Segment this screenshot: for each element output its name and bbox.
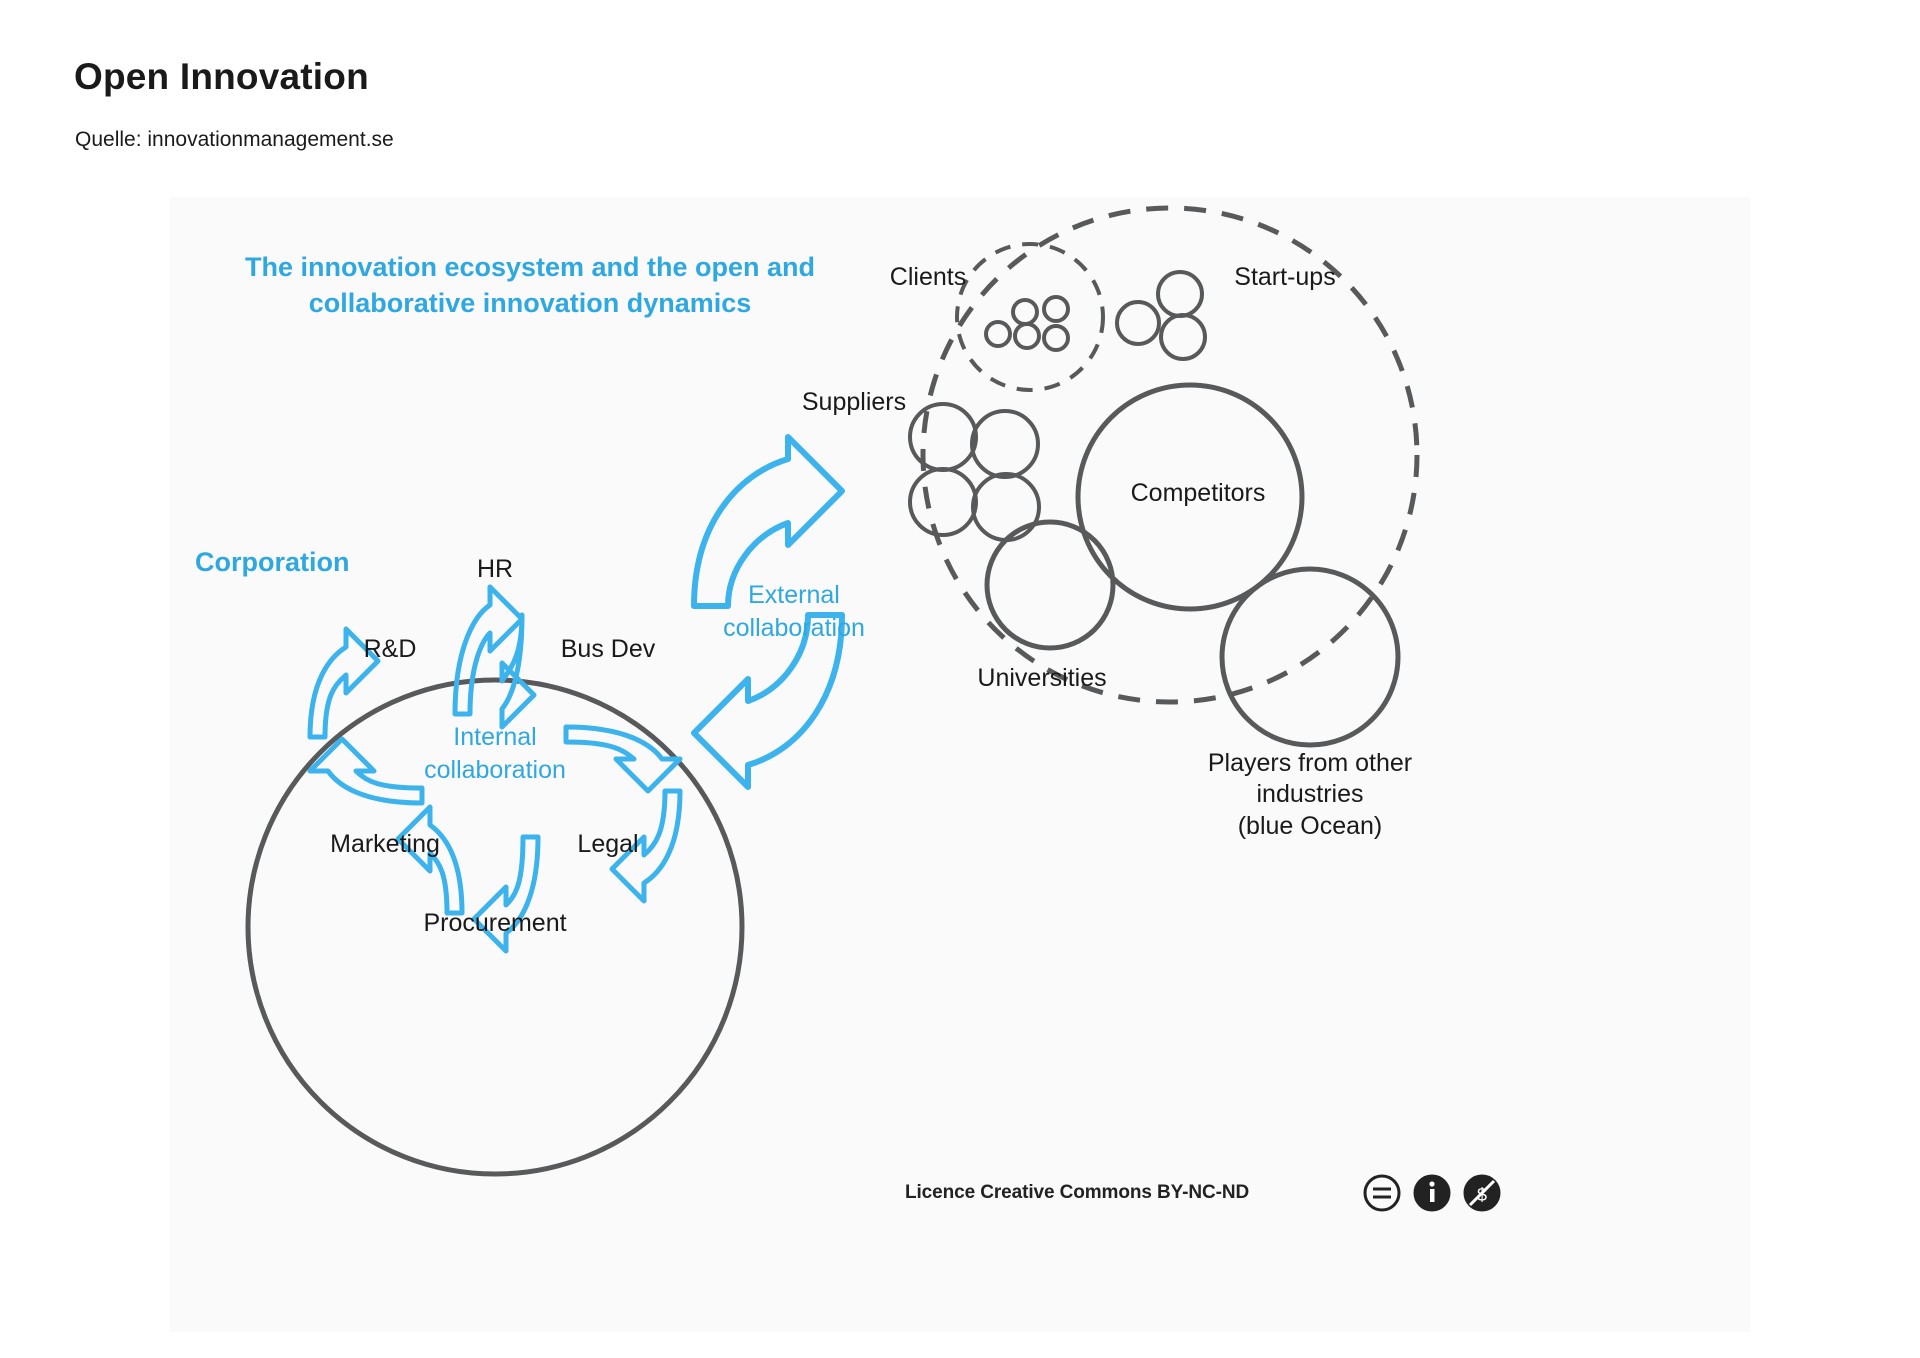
client-dot [1044,297,1068,321]
actor-label-competitors: Competitors [1130,479,1266,507]
page-title: Open Innovation [74,56,369,97]
equals-icon [1365,1176,1399,1210]
corporation-label: Corporation [195,547,350,577]
universities-circle [987,522,1113,648]
diagram-heading-line2: collaborative innovation dynamics [308,288,752,319]
diagram-canvas [170,197,1750,1332]
internal-arrow-right [566,727,680,901]
external-collaboration-label [723,579,865,644]
diagram-graphics [170,197,1750,1332]
supplier-circle [972,411,1038,477]
actor-label-universities: Universities [977,664,1107,692]
blue-ocean-line3: (blue Ocean) [1237,811,1383,840]
function-label-hr: HR [476,555,514,583]
blue-ocean-line2: industries [1256,780,1364,809]
actor-label-startups: Start-ups [1234,263,1336,291]
internal-arrow-top [455,587,534,727]
actor-label-clients: Clients [889,263,967,291]
external-collaboration-line1: External [748,581,840,609]
function-label-procurement: Procurement [423,909,567,937]
client-dot [986,322,1010,346]
client-dot [1013,300,1037,324]
internal-collaboration-line2: collaboration [424,755,566,784]
ecosystem-dashed-circle [923,208,1417,702]
supplier-circle [910,469,976,535]
actor-label-suppliers: Suppliers [801,388,907,416]
function-label-legal: Legal [577,830,639,858]
function-label-marketing: Marketing [330,830,440,858]
clients-dashed-circle [957,244,1103,390]
function-label-bus-dev: Bus Dev [560,635,656,663]
licence-icons [1365,1176,1499,1210]
svg-text:$: $ [1476,1185,1488,1205]
blue-ocean-line1: Players from other [1207,749,1413,777]
internal-collaboration-label [424,721,566,786]
internal-collaboration-line1: Internal [453,723,537,751]
startup-circle [1161,315,1205,359]
supplier-circle [910,404,976,470]
startup-circle [1158,272,1202,316]
diagram-heading [245,249,815,322]
blue-ocean-label [1208,748,1412,842]
diagram-heading-line1: The innovation ecosystem and the open and [244,252,816,282]
licence-text: Licence Creative Commons BY-NC-ND [905,1182,1250,1203]
startup-circle [1117,302,1159,344]
supplier-circle [973,474,1039,540]
client-dot [1044,326,1068,350]
client-dot [1015,324,1039,348]
external-collaboration-line2: collaboration [723,613,865,642]
function-label-rd: R&D [363,635,417,663]
source-caption: Quelle: innovationmanagement.se [75,128,394,151]
